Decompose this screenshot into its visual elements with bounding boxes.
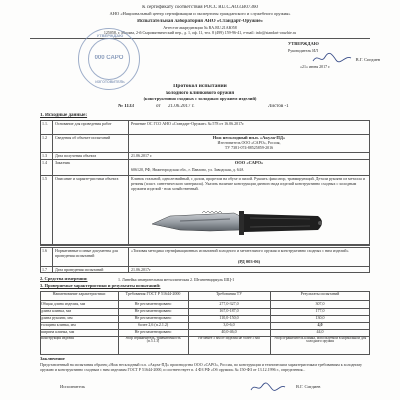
row-label: Заказчик [55,161,71,165]
org-name: АНО «Национальный центр сертификации и экспертизы гражданского и служебного оружия» [109,12,291,16]
results-cell: 167,0-187,0 [219,308,239,313]
executor-role: Исполнитель [60,385,86,389]
results-cell: Упор ограничитель клинка, используемой в нормальной для холодного оружия [273,336,367,344]
results-col-header: Результаты испытаний [300,292,340,296]
results-cell: 307,0 [315,301,325,306]
results-col-header: Требования ТУ [215,292,243,296]
results-cell: Не регламентировано [134,315,172,320]
results-cell: длина клинка, мм [41,308,72,313]
table-col-divider [128,247,129,273]
approver-signature-icon [312,52,352,64]
table-row-divider [40,266,370,267]
row-value: «Типовая методика сертификационных испытаний холодного и метательного оружия и конструктивно сходных с ним изделий» [131,249,349,253]
header-divider [30,38,370,39]
results-cell: длина рукояти, мм [41,315,73,320]
object-name: Нож несклодный пп.п. «Акула-ПД» [212,136,286,140]
row-label: Нормативные и иные документы для проведения испытаний [55,249,118,258]
row-num: 1.7 [42,268,47,272]
results-cell: Упор ограничитель, травматичность (п.5.1.3) [125,336,181,344]
row-num: 1.3 [42,154,47,158]
object-description: Клинок стальной, однолезвийный, с долом, прорезом на обухе и пилой. Рукоять: фиксатор, травмирующий. Детали рукояти из металла и резины (пласт. синтетического материала). Указать наличие конструкции данного вида изделий конструктивно сходных с холодным оружием изделий - нож хозяйственный. [131,177,365,191]
row-label: Дата получения объекта [55,154,97,158]
approve-name: В.Г. Сигдиев [355,58,380,62]
results-cell: 4,0 [317,322,323,327]
lab-address: 125058, г. Москва, 2-й Сыромятнический пер., д. 1, оф. 11, тел. 8 (499) 159-96-41, e-mail: info@standart-oruzhie.ru [103,31,297,35]
results-cell: толщина клинка, мм [41,322,76,327]
results-cell: Не менее 5 мм от изделия не более 5 мм [198,336,260,340]
approve-date: «21» июня 2017 г. [300,65,331,69]
row-value-doc: (РД 003-06) [237,260,261,264]
conclusion-heading: Заключение [40,357,65,361]
results-cell: Не регламентировано [134,308,172,313]
title-line1: Протокол испытаний [173,84,227,89]
object-manufacturer: Изготовитель ООО «САРО», Россия, [217,141,281,145]
results-cell: 40,0-46,0 [221,329,237,334]
results-cell: Общая длина изделия, мм [41,301,86,306]
protocol-date: 21.06.2017 г. [168,104,195,109]
title-line3: (конструктивно сходных с холодным оружием изделий) [143,97,257,101]
table-row-divider [40,245,370,246]
row-num: 1.5 [42,177,47,181]
row-num: 1.4 [42,161,47,165]
row-label: Основание для проведения работ [55,122,112,126]
accreditation: Аттестат аккредитации № RA.RU.21АЮ58 [163,26,237,30]
section2-text: 1. Линейка измерительная металлическая 2. Штангенциркуль ШЦ-1 [118,277,235,282]
row-value: 21.06.2017 г. [131,154,153,158]
table-row-divider [40,159,370,160]
knife-photo-icon [150,204,330,242]
protocol-sheets: Листов -1 [268,104,289,109]
approve-title: УТВЕРЖДАЮ [288,42,319,46]
stamp-center-text: 000 САРО [94,55,124,61]
row-label: Описание и характе-ристики объекта [55,177,119,181]
table-col-divider [52,120,53,245]
row-label: Дата проведения испытаний [55,268,104,272]
section3-heading: 3. Проверяемые характеристики и результаты испытаний: [40,284,161,288]
section1-heading: 1. Исходные данные: [40,113,88,118]
results-cell: Не регламентировано [134,301,172,306]
executor-name: В.Г. Сигдиев [296,385,321,389]
row-num: 1.2 [42,136,47,140]
results-col-header: Требования ГОСТ Р 51644-2000 [125,292,181,296]
object-spec: ТУ 7381-074-88525859-2016 [224,146,274,150]
stamp-top-text: УТВЕРЖДАЮ [96,33,124,38]
protocol-date-label: от [156,104,161,109]
results-cell: 3,0-6,0 [223,322,235,327]
results-cell: Конструкция изделия [41,336,74,340]
customer-address: 606120, РФ, Нижегородская обл., г. Павлово, ул. Заводская, д. 64А [131,168,244,172]
lab-name: Испытательная лаборатория АНО «Стандарт-Оружие» [137,19,263,24]
executor-signature-icon [250,382,286,392]
results-cell: 277,0-327,0 [219,301,239,306]
results-cell: Не регламентировано [134,329,172,334]
results-col-header: Наименование характеристики [52,292,106,296]
conclusion-text: Представленный на испытания образец «Нож несклодный п.п. «Акула-ПД» производства ООО «САРО», Россия, по конструкции и техническим характеристикам требованиям к холодному оружию и конструктивно сходным с ним изделиям ГОСТ Р 51644-2000, и соответствует п. 4 ФЗ РФ «Об оружии» № 150-ФЗ от 13.12.1996 г., определения... [40,363,362,372]
table-col-divider [128,120,129,245]
row-num: 1.1. [42,122,48,126]
title-line2: холодного клинкового оружия [165,91,235,96]
table-row-divider [40,152,370,153]
table-row-divider [40,134,370,135]
table-row-divider [40,175,370,176]
row-num: 1.6 [42,249,47,253]
results-cell: 177,0 [315,308,325,313]
results-cell: 130,0 [315,315,325,320]
results-cell: ширина клинка, мм [41,329,75,334]
table-col-divider [52,247,53,273]
results-cell: 110,0-150,0 [219,315,239,320]
protocol-number: № 1133 [118,104,134,109]
customer-name: ООО «САРО» [234,161,264,165]
row-label: Сведения об объекте испытаний [55,136,111,140]
results-cell: более 2,6 (п.2.1.2) [137,322,169,327]
results-cell: 44,0 [316,329,324,334]
certificate-ref: К сертификату соответствия РОСС RU.C.AO3.В07360 [142,5,258,10]
row-value: 21.06.2017г [131,268,151,272]
section2-heading: 2. Средства измерения: [40,277,88,281]
row-value: Решение ОС ГСО АНО «Стандарт-Оружие» № 578 от 16.06.2017г. [131,122,245,126]
stamp-bottom-text: ИЗГОТОВИТЕЛЬ [95,80,125,84]
approve-role: Руководитель ИЛ [288,49,318,53]
